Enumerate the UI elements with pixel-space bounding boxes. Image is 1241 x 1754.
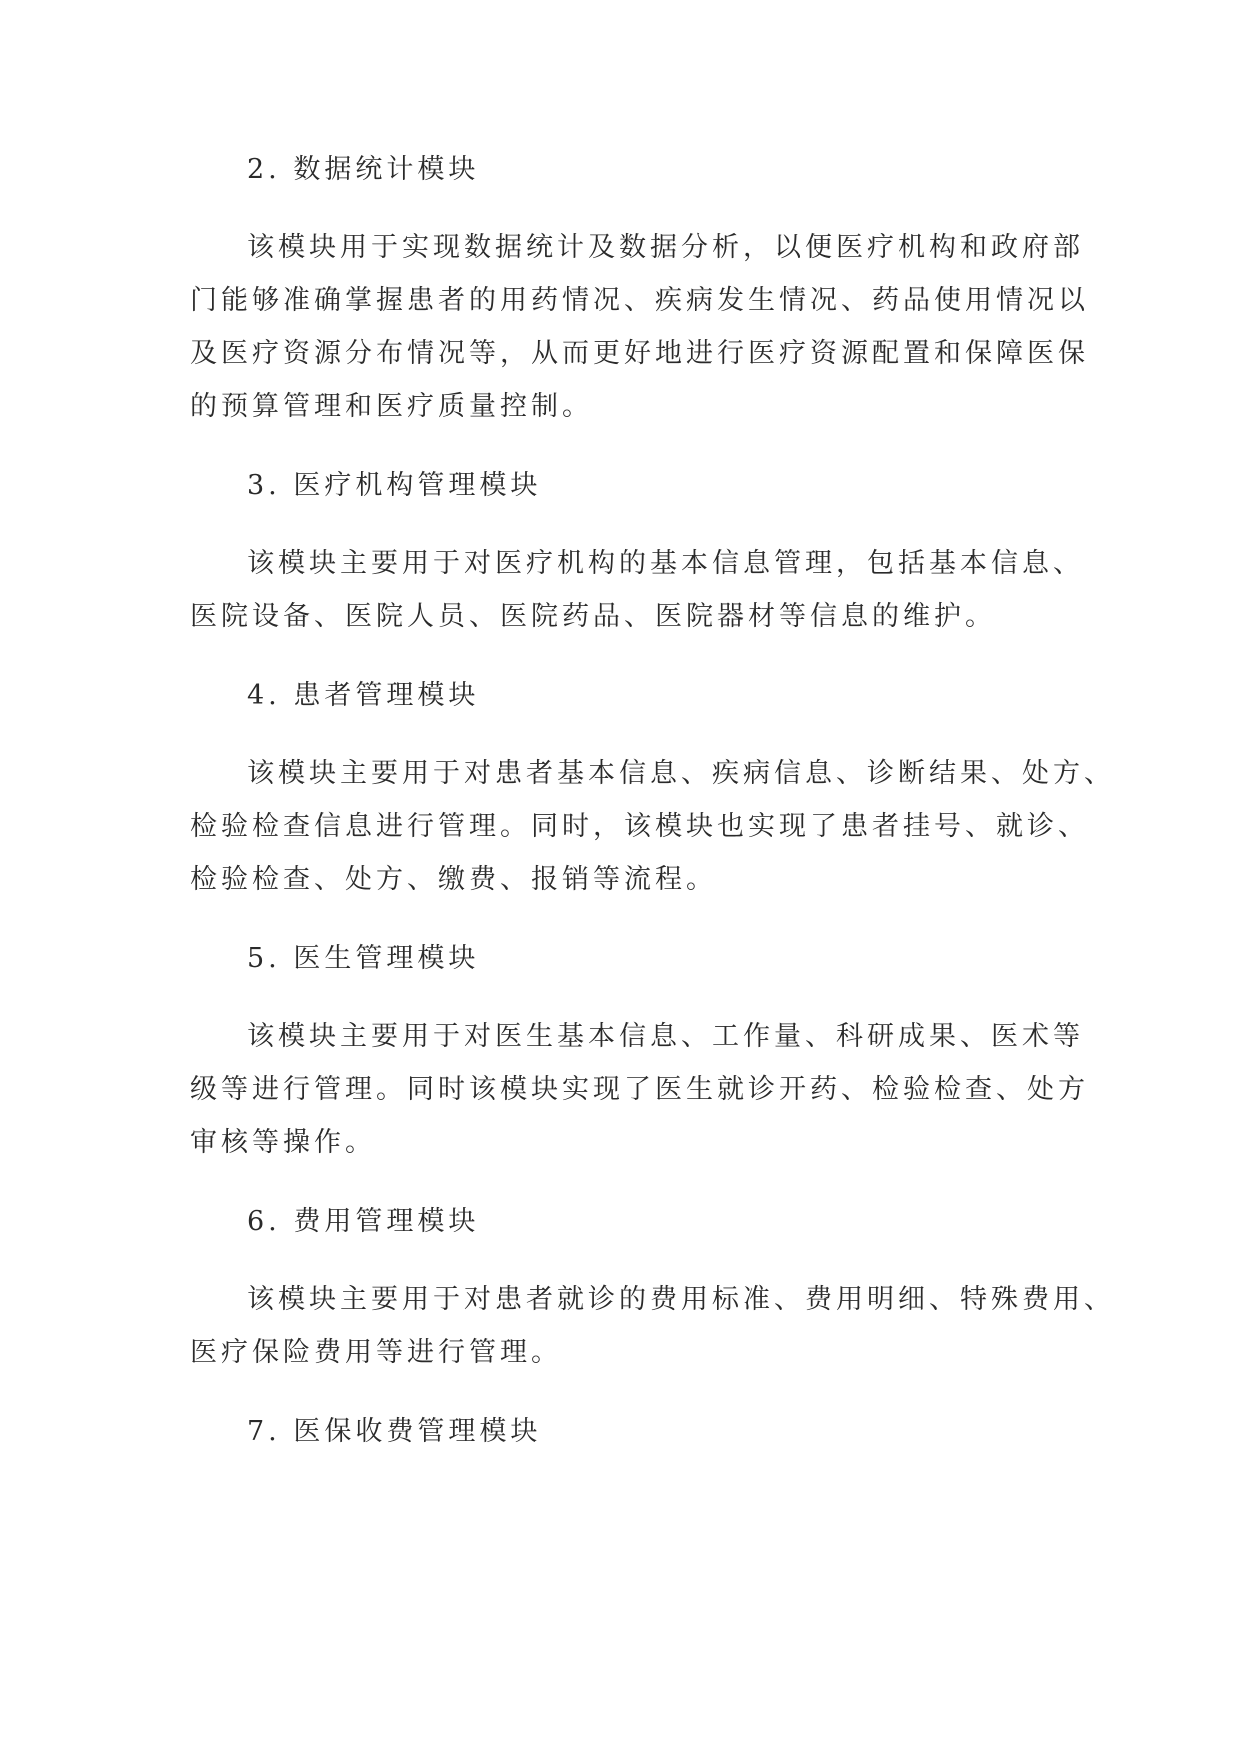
paragraph-line: 医疗保险费用等进行管理。	[190, 1337, 562, 1368]
paragraph-line: 的预算管理和医疗质量控制。	[190, 391, 593, 422]
section-heading: 7. 医保收费管理模块	[247, 1416, 542, 1447]
paragraph-line: 该模块主要用于对医生基本信息、工作量、科研成果、医术等	[247, 1021, 1084, 1052]
paragraph-line: 及医疗资源分布情况等，从而更好地进行医疗资源配置和保障医保	[190, 338, 1089, 369]
paragraph-line: 检验检查信息进行管理。同时，该模块也实现了患者挂号、就诊、	[190, 811, 1089, 842]
paragraph-line: 门能够准确掌握患者的用药情况、疾病发生情况、药品使用情况以	[190, 285, 1089, 316]
paragraph-line: 该模块主要用于对医疗机构的基本信息管理，包括基本信息、	[247, 548, 1084, 579]
section-heading: 6. 费用管理模块	[247, 1206, 480, 1237]
paragraph-line: 医院设备、医院人员、医院药品、医院器材等信息的维护。	[190, 601, 996, 632]
paragraph-line: 检验检查、处方、缴费、报销等流程。	[190, 864, 717, 895]
paragraph-line: 审核等操作。	[190, 1127, 376, 1158]
section-heading: 2. 数据统计模块	[247, 154, 480, 185]
section-heading: 3. 医疗机构管理模块	[247, 470, 542, 501]
paragraph-line: 该模块用于实现数据统计及数据分析，以便医疗机构和政府部	[247, 232, 1084, 263]
section-heading: 5. 医生管理模块	[247, 943, 480, 974]
paragraph-line: 级等进行管理。同时该模块实现了医生就诊开药、检验检查、处方	[190, 1074, 1089, 1105]
paragraph-line: 该模块主要用于对患者基本信息、疾病信息、诊断结果、处方、	[247, 758, 1115, 789]
paragraph-line: 该模块主要用于对患者就诊的费用标准、费用明细、特殊费用、	[247, 1284, 1115, 1315]
section-heading: 4. 患者管理模块	[247, 680, 480, 711]
